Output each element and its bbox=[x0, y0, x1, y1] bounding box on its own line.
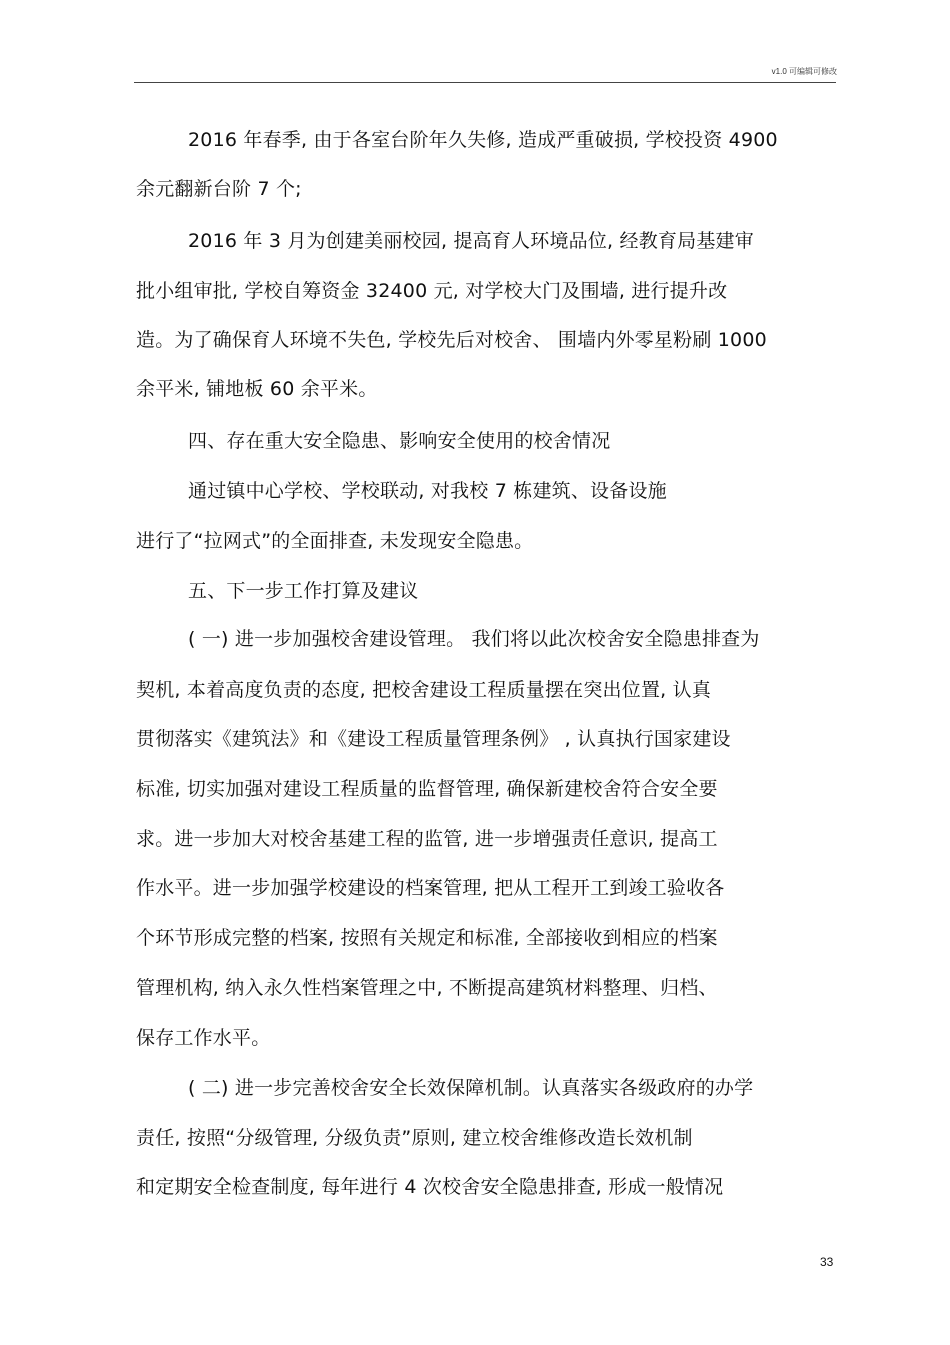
body-line: 保存工作水平。 bbox=[136, 1027, 271, 1049]
body-line: 余平米, 铺地板 60 余平米。 bbox=[136, 378, 378, 400]
body-line: 个环节形成完整的档案, 按照有关规定和标准, 全部接收到相应的档案 bbox=[136, 927, 718, 949]
header-version-tag: v1.0 可编辑可修改 bbox=[771, 67, 837, 76]
body-line: 造。为了确保育人环境不失色, 学校先后对校舍、 围墙内外零星粉刷 1000 bbox=[136, 329, 767, 351]
body-line: 余元翻新台阶 7 个; bbox=[136, 178, 302, 200]
header-rule bbox=[134, 82, 836, 83]
body-line: ( 二) 进一步完善校舍安全长效保障机制。认真落实各级政府的办学 bbox=[188, 1077, 754, 1099]
body-line: 求。进一步加大对校舍基建工程的监管, 进一步增强责任意识, 提高工 bbox=[136, 828, 718, 850]
body-line: 管理机构, 纳入永久性档案管理之中, 不断提高建筑材料整理、归档、 bbox=[136, 977, 718, 999]
section-heading: 五、下一步工作打算及建议 bbox=[188, 580, 419, 602]
body-line: 进行了“拉网式”的全面排查, 未发现安全隐患。 bbox=[136, 530, 534, 552]
section-heading: 四、存在重大安全隐患、影响安全使用的校舍情况 bbox=[188, 430, 611, 452]
body-line: ( 一) 进一步加强校舍建设管理。 我们将以此次校舍安全隐患排查为 bbox=[188, 628, 760, 650]
body-line: 批小组审批, 学校自筹资金 32400 元, 对学校大门及围墙, 进行提升改 bbox=[136, 280, 728, 302]
body-line: 贯彻落实《建筑法》和《建设工程质量管理条例》 , 认真执行国家建设 bbox=[136, 728, 731, 750]
body-line: 2016 年春季, 由于各室台阶年久失修, 造成严重破损, 学校投资 4900 bbox=[188, 129, 778, 151]
body-line: 责任, 按照“分级管理, 分级负责”原则, 建立校舍维修改造长效机制 bbox=[136, 1127, 693, 1149]
body-line: 作水平。进一步加强学校建设的档案管理, 把从工程开工到竣工验收各 bbox=[136, 877, 725, 899]
body-line: 通过镇中心学校、学校联动, 对我校 7 栋建筑、设备设施 bbox=[188, 480, 667, 502]
body-line: 标准, 切实加强对建设工程质量的监督管理, 确保新建校舍符合安全要 bbox=[136, 778, 718, 800]
body-line: 契机, 本着高度负责的态度, 把校舍建设工程质量摆在突出位置, 认真 bbox=[136, 679, 712, 701]
page-number: 33 bbox=[820, 1255, 834, 1269]
body-line: 2016 年 3 月为创建美丽校园, 提高育人环境品位, 经教育局基建审 bbox=[188, 230, 754, 252]
body-line: 和定期安全检查制度, 每年进行 4 次校舍安全隐患排查, 形成一般情况 bbox=[136, 1176, 724, 1198]
